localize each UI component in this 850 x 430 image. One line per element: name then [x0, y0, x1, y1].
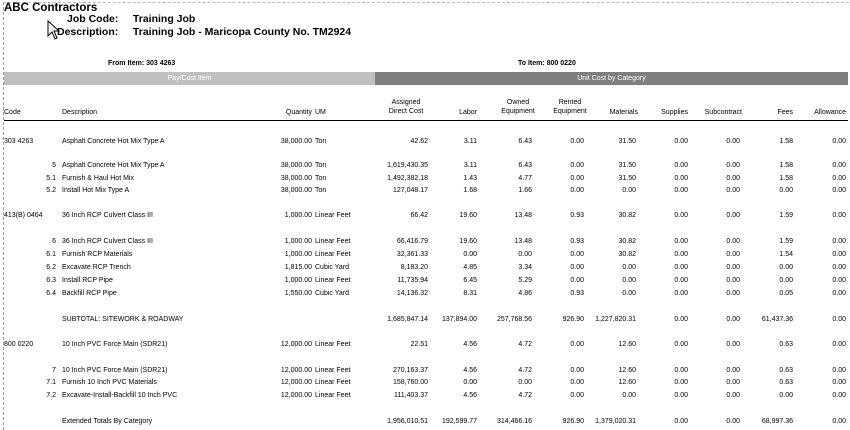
cell-labor: 3.11 [463, 162, 477, 169]
table-row [0, 262, 850, 274]
cell-owned-equipment: 13.48 [514, 212, 532, 219]
cell-description: Backfill RCP Pipe [62, 290, 117, 297]
cell-assigned-direct-cost: 8,183.20 [400, 264, 428, 271]
cell-quantity: 1,550.00 [284, 290, 312, 297]
cell-um: Linear Feet [315, 277, 351, 284]
cell-fees: 0.63 [779, 379, 793, 386]
cell-quantity: 1,000.00 [284, 212, 312, 219]
cell-rented-equipment: 0.93 [570, 238, 584, 245]
table-row [0, 210, 850, 222]
cell-subcontract: 0.00 [726, 187, 740, 194]
cell-assigned-direct-cost: 270,163.37 [392, 367, 428, 374]
cell-materials: 31.50 [618, 175, 636, 182]
cell-supplies: 0.00 [674, 379, 688, 386]
cell-assigned-direct-cost: 14,136.32 [396, 290, 428, 297]
header-fees: Fees [777, 109, 793, 116]
cell-fees: 1.58 [779, 138, 793, 145]
cell-subcontract: 0.00 [726, 418, 740, 425]
cell-allowance: 0.00 [832, 251, 846, 258]
cell-subcontract: 0.00 [726, 264, 740, 271]
cell-allowance: 0.00 [832, 379, 846, 386]
cell-assigned-direct-cost: 22.51 [410, 341, 428, 348]
cell-allowance: 0.00 [832, 341, 846, 348]
cell-supplies: 0.00 [674, 238, 688, 245]
cell-materials: 1,379,020.31 [595, 418, 636, 425]
cell-supplies: 0.00 [674, 341, 688, 348]
cell-labor: 0.00 [463, 379, 477, 386]
cell-description: Excavate RCP Trench [62, 264, 131, 271]
cell-sub-item: 6 [52, 238, 56, 245]
cell-subcontract: 0.00 [726, 367, 740, 374]
cell-assigned-direct-cost: 11,735.94 [397, 277, 428, 284]
cell-materials: 0.00 [622, 290, 636, 297]
cell-allowance: 0.00 [832, 212, 846, 219]
cell-sub-item: 5.1 [46, 175, 56, 182]
cell-rented-equipment: 0.00 [570, 264, 584, 271]
cell-rented-equipment: 0.00 [570, 379, 584, 386]
cell-code: 800 0220 [4, 341, 34, 348]
cell-um: Linear Feet [315, 238, 351, 245]
cell-quantity: 38,000.00 [280, 138, 312, 145]
cell-um: Linear Feet [315, 212, 351, 219]
cell-subcontract: 0.00 [726, 379, 740, 386]
cell-sub-item: 6.1 [46, 251, 56, 258]
cell-rented-equipment: 0.00 [570, 162, 584, 169]
header-assigned-direct-cost [376, 98, 436, 116]
cell-labor: 6.45 [463, 277, 477, 284]
header-assigned-line2: Direct Cost [388, 108, 424, 115]
description-value: Training Job - Maricopa County No. TM2924 [132, 26, 352, 38]
description-row [57, 26, 351, 38]
table-row [0, 314, 850, 326]
cell-assigned-direct-cost: 1,956,010.51 [387, 418, 428, 425]
cell-assigned-direct-cost: 66.42 [410, 212, 428, 219]
cell-labor: 19.60 [459, 238, 477, 245]
cell-fees: 1.54 [779, 251, 793, 258]
cell-owned-equipment: 4.72 [518, 341, 532, 348]
cell-quantity: 12,000.00 [280, 392, 312, 399]
header-rented-line1: Rented [558, 99, 582, 106]
header-materials: Materials [609, 109, 638, 116]
cell-subcontract: 0.00 [726, 175, 740, 182]
cell-materials: 30.82 [618, 251, 636, 258]
cell-quantity: 1,000.00 [284, 251, 312, 258]
cell-labor: 4.56 [463, 392, 477, 399]
cell-subcontract: 0.00 [726, 290, 740, 297]
cell-allowance: 0.00 [832, 175, 846, 182]
cell-labor: 137,894.00 [441, 316, 477, 323]
table-row [0, 236, 850, 248]
cell-assigned-direct-cost: 1,492,382.18 [387, 175, 428, 182]
cell-sub-item: 7.2 [46, 392, 56, 399]
cell-rented-equipment: 0.00 [570, 392, 584, 399]
cell-materials: 30.82 [618, 212, 636, 219]
cell-description: Furnish & Haul Hot Mix [62, 175, 134, 182]
cell-owned-equipment: 6.43 [518, 162, 532, 169]
cell-rented-equipment: 0.00 [570, 341, 584, 348]
cell-supplies: 0.00 [674, 212, 688, 219]
cell-quantity: 38,000.00 [280, 175, 312, 182]
cell-fees: 68,997.36 [761, 418, 793, 425]
cell-quantity: 1,815.00 [284, 264, 312, 271]
cell-um: Linear Feet [315, 341, 351, 348]
cell-owned-equipment: 314,466.16 [496, 418, 532, 425]
cell-supplies: 0.00 [674, 251, 688, 258]
cell-sub-item: 6.4 [46, 290, 56, 297]
cell-assigned-direct-cost: 127,048.17 [392, 187, 428, 194]
table-row [0, 185, 850, 197]
cell-fees: 0.00 [779, 392, 793, 399]
cell-supplies: 0.00 [674, 392, 688, 399]
cell-description: 36 Inch RCP Culvert Class III [62, 238, 153, 245]
cell-labor: 3.11 [463, 138, 477, 145]
header-quantity: Quantity [285, 109, 312, 116]
cell-quantity: 1,000.00 [284, 277, 312, 284]
cell-labor: 4.56 [463, 367, 477, 374]
cell-um: Linear Feet [315, 367, 351, 374]
cell-quantity: 38,000.00 [280, 162, 312, 169]
description-label: Description: [57, 26, 119, 38]
header-labor: Labor [459, 109, 477, 116]
cell-owned-equipment: 3.34 [518, 264, 532, 271]
cell-fees: 0.63 [779, 341, 793, 348]
table-row [0, 377, 850, 389]
section-bars [4, 72, 848, 85]
cell-owned-equipment: 6.43 [518, 138, 532, 145]
cell-description: 10 Inch PVC Force Main (SDR21) [62, 367, 168, 374]
cell-subcontract: 0.00 [726, 212, 740, 219]
cell-materials: 0.00 [622, 277, 636, 284]
cell-um: Linear Feet [315, 251, 351, 258]
cell-supplies: 0.00 [674, 418, 688, 425]
cell-owned-equipment: 4.86 [518, 290, 532, 297]
cell-um: Ton [315, 162, 327, 169]
cell-subcontract: 0.00 [726, 138, 740, 145]
cell-fees: 0.63 [779, 367, 793, 374]
header-assigned-line1: Assigned [391, 99, 421, 106]
cell-allowance: 0.00 [832, 138, 846, 145]
cell-fees: 1.59 [779, 238, 793, 245]
cell-allowance: 0.00 [832, 290, 846, 297]
cell-um: Ton [315, 175, 327, 182]
cell-supplies: 0.00 [674, 175, 688, 182]
cell-supplies: 0.00 [674, 264, 688, 271]
cell-rented-equipment: 0.00 [570, 138, 584, 145]
cell-um: Linear Feet [315, 392, 351, 399]
header-rented-equipment [542, 98, 598, 116]
from-item: From Item: 303 4263 [108, 60, 176, 67]
cell-um: Cubic Yard [315, 264, 349, 271]
cell-owned-equipment: 13.48 [514, 238, 532, 245]
cell-subcontract: 0.00 [726, 162, 740, 169]
table-row [0, 365, 850, 377]
cell-description: Install RCP Pipe [62, 277, 113, 284]
cell-allowance: 0.00 [832, 277, 846, 284]
table-row [0, 136, 850, 148]
job-code-label: Job Code: [67, 13, 119, 25]
header-code: Code [4, 109, 21, 116]
header-supplies: Supplies [661, 109, 688, 116]
cell-quantity: 1,000.00 [284, 238, 312, 245]
cell-code: 413(B) 0464 [4, 212, 43, 219]
cell-assigned-direct-cost: 1,619,430.35 [387, 162, 428, 169]
header-description: Description [62, 109, 98, 116]
cell-um: Ton [315, 138, 327, 145]
cell-subcontract: 0.00 [726, 251, 740, 258]
cell-description: Install Hot Mix Type A [62, 187, 130, 194]
cell-materials: 12.60 [618, 379, 636, 386]
cell-supplies: 0.00 [674, 290, 688, 297]
cell-rented-equipment: 926.90 [562, 418, 584, 425]
cell-rented-equipment: 0.00 [570, 277, 584, 284]
table-row [0, 339, 850, 351]
cell-description: 10 Inch PVC Force Main (SDR21) [62, 341, 168, 348]
cell-owned-equipment: 257,768.56 [496, 316, 532, 323]
cell-materials: 0.00 [622, 264, 636, 271]
cell-description: SUBTOTAL: SITEWORK & ROADWAY [62, 316, 184, 323]
job-code-row [67, 13, 195, 25]
cell-fees: 1.58 [779, 162, 793, 169]
cell-materials: 31.50 [618, 162, 636, 169]
cell-owned-equipment: 4.72 [518, 367, 532, 374]
cell-assigned-direct-cost: 158,760.00 [392, 379, 428, 386]
cell-code: 303 4263 [4, 138, 34, 145]
cell-owned-equipment: 4.77 [518, 175, 532, 182]
cell-rented-equipment: 926.90 [562, 316, 584, 323]
cell-quantity: 12,000.00 [280, 379, 312, 386]
cell-owned-equipment: 5.29 [518, 277, 532, 284]
cell-subcontract: 0.00 [726, 277, 740, 284]
table-row [0, 275, 850, 287]
cell-supplies: 0.00 [674, 277, 688, 284]
cell-description: Extended Totals By Category [62, 418, 153, 425]
cell-description: Furnish 10 Inch PVC Materials [62, 379, 157, 386]
table-row [0, 416, 850, 428]
cell-allowance: 0.00 [832, 238, 846, 245]
cell-um: Linear Feet [315, 379, 351, 386]
cell-rented-equipment: 0.00 [570, 251, 584, 258]
to-item: To Item: 800 0220 [518, 60, 576, 67]
header-owned-line2: Equipment [501, 108, 535, 115]
cell-assigned-direct-cost: 42.62 [410, 138, 428, 145]
table-row [0, 390, 850, 402]
unit-cost-category-bar: Unit Cost by Category [375, 72, 848, 85]
cell-quantity: 12,000.00 [280, 367, 312, 374]
cell-sub-item: 6.2 [46, 264, 56, 271]
cell-assigned-direct-cost: 111,403.37 [394, 392, 428, 399]
cell-materials: 0.00 [622, 392, 636, 399]
cell-sub-item: 6.3 [46, 277, 56, 284]
pay-cost-item-bar: Pay/Cost Item [4, 72, 375, 85]
cell-description: Asphalt Concrete Hot Mix Type A [62, 138, 165, 145]
cell-fees: 0.00 [779, 277, 793, 284]
cell-labor: 4.56 [463, 341, 477, 348]
cell-subcontract: 0.00 [726, 341, 740, 348]
cell-supplies: 0.00 [674, 187, 688, 194]
cell-owned-equipment: 0.00 [518, 251, 532, 258]
cell-materials: 12.60 [618, 341, 636, 348]
header-subcontract: Subcontract [704, 109, 742, 116]
cell-owned-equipment: 1.66 [518, 187, 532, 194]
cell-rented-equipment: 0.00 [570, 187, 584, 194]
cell-rented-equipment: 0.93 [570, 212, 584, 219]
cell-materials: 1,227,820.31 [595, 316, 636, 323]
cell-owned-equipment: 4.72 [518, 392, 532, 399]
cell-supplies: 0.00 [674, 138, 688, 145]
cell-materials: 0.00 [622, 187, 636, 194]
cell-fees: 0.05 [779, 290, 793, 297]
cell-description: Asphalt Concrete Hot Mix Type A [62, 162, 165, 169]
job-code-value: Training Job [132, 13, 196, 25]
cell-rented-equipment: 0.93 [570, 290, 584, 297]
cell-rented-equipment: 0.00 [570, 175, 584, 182]
cell-allowance: 0.00 [832, 187, 846, 194]
cell-supplies: 0.00 [674, 367, 688, 374]
cell-subcontract: 0.00 [726, 238, 740, 245]
header-rented-line2: Equipment [553, 108, 587, 115]
cell-labor: 1.68 [463, 187, 477, 194]
header-allowance: Allowance [814, 109, 846, 116]
cell-assigned-direct-cost: 66,416.79 [396, 238, 428, 245]
cell-description: Furnish RCP Materials [62, 251, 133, 258]
cell-fees: 0.00 [779, 187, 793, 194]
header-um: UM [315, 109, 326, 116]
cell-owned-equipment: 0.00 [518, 379, 532, 386]
cell-um: Ton [315, 187, 327, 194]
table-row [0, 249, 850, 261]
cell-assigned-direct-cost: 32,361.33 [396, 251, 428, 258]
cell-um: Cubic Yard [315, 290, 349, 297]
cell-description: Excavate-Install-Backfill 10 Inch PVC [62, 392, 178, 399]
cell-supplies: 0.00 [674, 316, 688, 323]
cell-subcontract: 0.00 [726, 316, 740, 323]
cell-assigned-direct-cost: 1,685,847.14 [387, 316, 428, 323]
cell-sub-item: 7 [52, 367, 56, 374]
cell-labor: 19.60 [459, 212, 477, 219]
cell-description: 36 Inch RCP Culvert Class III [62, 212, 153, 219]
cell-allowance: 0.00 [832, 264, 846, 271]
cell-allowance: 0.00 [832, 162, 846, 169]
cell-materials: 30.82 [618, 238, 636, 245]
cell-fees: 1.58 [779, 175, 793, 182]
cell-labor: 1.43 [463, 175, 477, 182]
table-row [0, 288, 850, 300]
header-owned-equipment [490, 98, 546, 116]
cell-fees: 0.00 [779, 264, 793, 271]
company-name: ABC Contractors [4, 2, 98, 14]
cell-supplies: 0.00 [674, 162, 688, 169]
cell-labor: 8.31 [463, 290, 477, 297]
cell-fees: 1.59 [779, 212, 793, 219]
cell-labor: 4.85 [463, 264, 477, 271]
cell-quantity: 12,000.00 [280, 341, 312, 348]
cell-quantity: 38,000.00 [280, 187, 312, 194]
cell-fees: 61,437.36 [761, 316, 793, 323]
cell-subcontract: 0.00 [726, 392, 740, 399]
cell-labor: 0.00 [463, 251, 477, 258]
cell-sub-item: 7.1 [46, 379, 56, 386]
cell-allowance: 0.00 [832, 418, 846, 425]
cell-sub-item: 5 [52, 162, 56, 169]
header-rule [4, 120, 848, 121]
cell-sub-item: 5.2 [46, 187, 56, 194]
cell-materials: 31.50 [618, 138, 636, 145]
table-row [0, 173, 850, 185]
cell-allowance: 0.00 [832, 392, 846, 399]
cell-rented-equipment: 0.00 [570, 367, 584, 374]
cell-materials: 12.60 [618, 367, 636, 374]
table-row [0, 160, 850, 172]
cell-allowance: 0.00 [832, 316, 846, 323]
cell-labor: 192,599.77 [441, 418, 477, 425]
cell-allowance: 0.00 [832, 367, 846, 374]
header-owned-line1: Owned [506, 99, 530, 106]
